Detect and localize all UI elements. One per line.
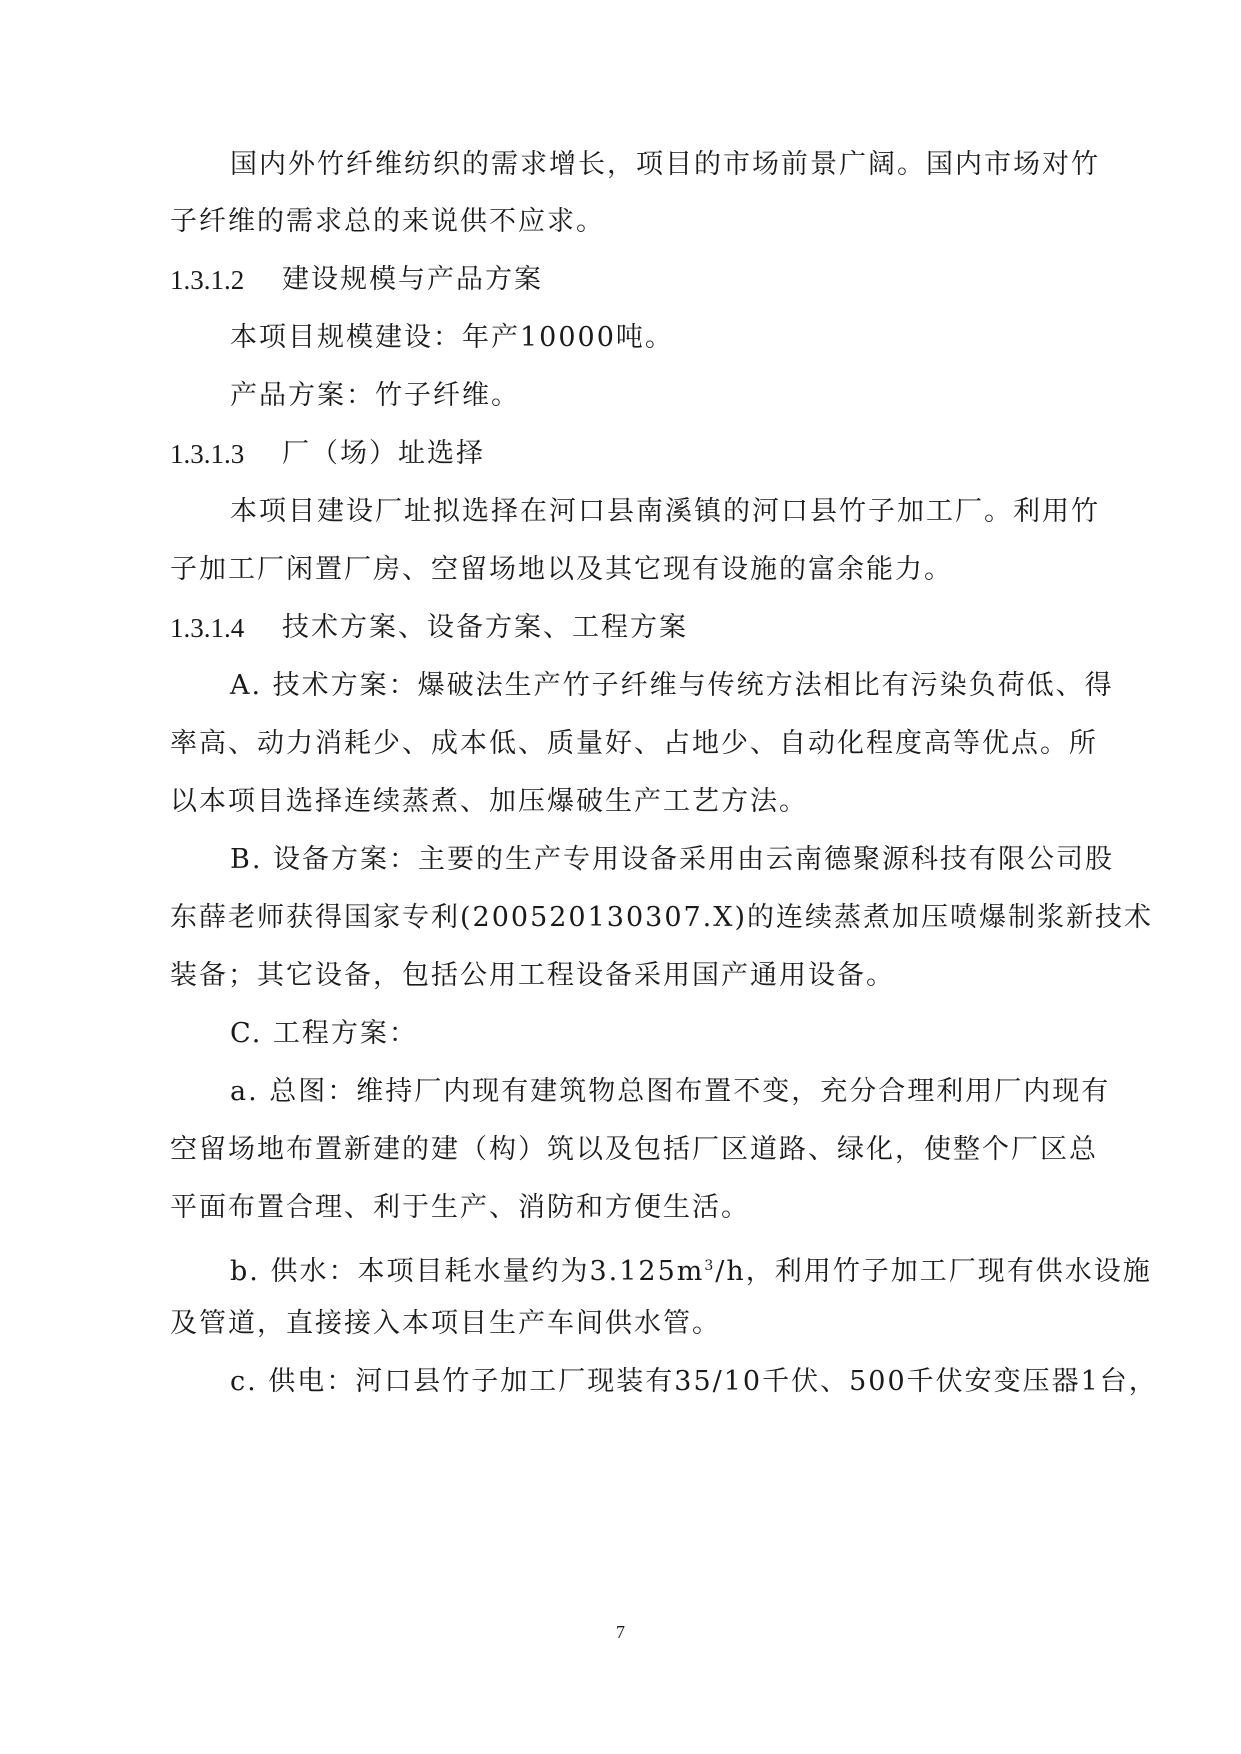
paragraph-equipment-line1: B. 设备方案：主要的生产专用设备采用由云南德聚源科技有限公司股 — [230, 844, 1115, 875]
paragraph-product: 产品方案：竹子纤维。 — [230, 380, 520, 411]
paragraph-layout-line1: a. 总图：维持厂内现有建筑物总图布置不变，充分合理利用厂内现有 — [230, 1076, 1111, 1107]
water-text-a: b. 供水：本项目耗水量约为3.125m — [230, 1256, 705, 1287]
water-superscript: 3 — [704, 1258, 716, 1274]
paragraph-equipment-line3: 装备；其它设备，包括公用工程设备采用国产通用设备。 — [170, 960, 895, 991]
paragraph-tech-line2: 率高、动力消耗少、成本低、质量好、占地少、自动化程度高等优点。所 — [170, 728, 1098, 759]
paragraph-tech-line1: A. 技术方案：爆破法生产竹子纤维与传统方法相比有污染负荷低、得 — [230, 670, 1114, 701]
paragraph-engineering-title: C. 工程方案： — [230, 1018, 418, 1049]
page-number: 7 — [616, 1622, 625, 1642]
paragraph-tech-line3: 以本项目选择连续蒸煮、加压爆破生产工艺方法。 — [170, 786, 808, 817]
section-heading-site: 厂（场）址选择 — [282, 438, 485, 469]
section-heading-plans: 技术方案、设备方案、工程方案 — [282, 612, 688, 643]
section-number-1-3-1-4: 1.3.1.4 — [170, 613, 245, 643]
section-number-1-3-1-2: 1.3.1.2 — [170, 265, 245, 295]
paragraph-site-line2: 子加工厂闲置厂房、空留场地以及其它现有设施的富余能力。 — [170, 554, 953, 585]
paragraph-power-line1: c. 供电：河口县竹子加工厂现装有35/10千伏、500千伏安变压器1台， — [230, 1366, 1158, 1397]
section-heading-scale: 建设规模与产品方案 — [282, 264, 543, 295]
paragraph-water-line1 — [230, 1246, 1152, 1292]
section-number-1-3-1-3: 1.3.1.3 — [170, 439, 245, 469]
paragraph-market-line2: 子纤维的需求总的来说供不应求。 — [170, 206, 605, 237]
paragraph-layout-line2: 空留场地布置新建的建（构）筑以及包括厂区道路、绿化，使整个厂区总 — [170, 1134, 1098, 1165]
paragraph-water-line2: 及管道，直接接入本项目生产车间供水管。 — [170, 1308, 721, 1339]
paragraph-equipment-line2: 东薛老师获得国家专利(200520130307.X)的连续蒸煮加压喷爆制浆新技术 — [170, 902, 1154, 933]
water-text-b: /h，利用竹子加工厂现有供水设施 — [715, 1256, 1152, 1287]
paragraph-site-line1: 本项目建设厂址拟选择在河口县南溪镇的河口县竹子加工厂。利用竹 — [230, 496, 1100, 527]
paragraph-market-line1: 国内外竹纤维纺织的需求增长，项目的市场前景广阔。国内市场对竹 — [230, 149, 1100, 180]
paragraph-layout-line3: 平面布置合理、利于生产、消防和方便生活。 — [170, 1192, 750, 1223]
paragraph-scale: 本项目规模建设：年产10000吨。 — [230, 322, 674, 353]
